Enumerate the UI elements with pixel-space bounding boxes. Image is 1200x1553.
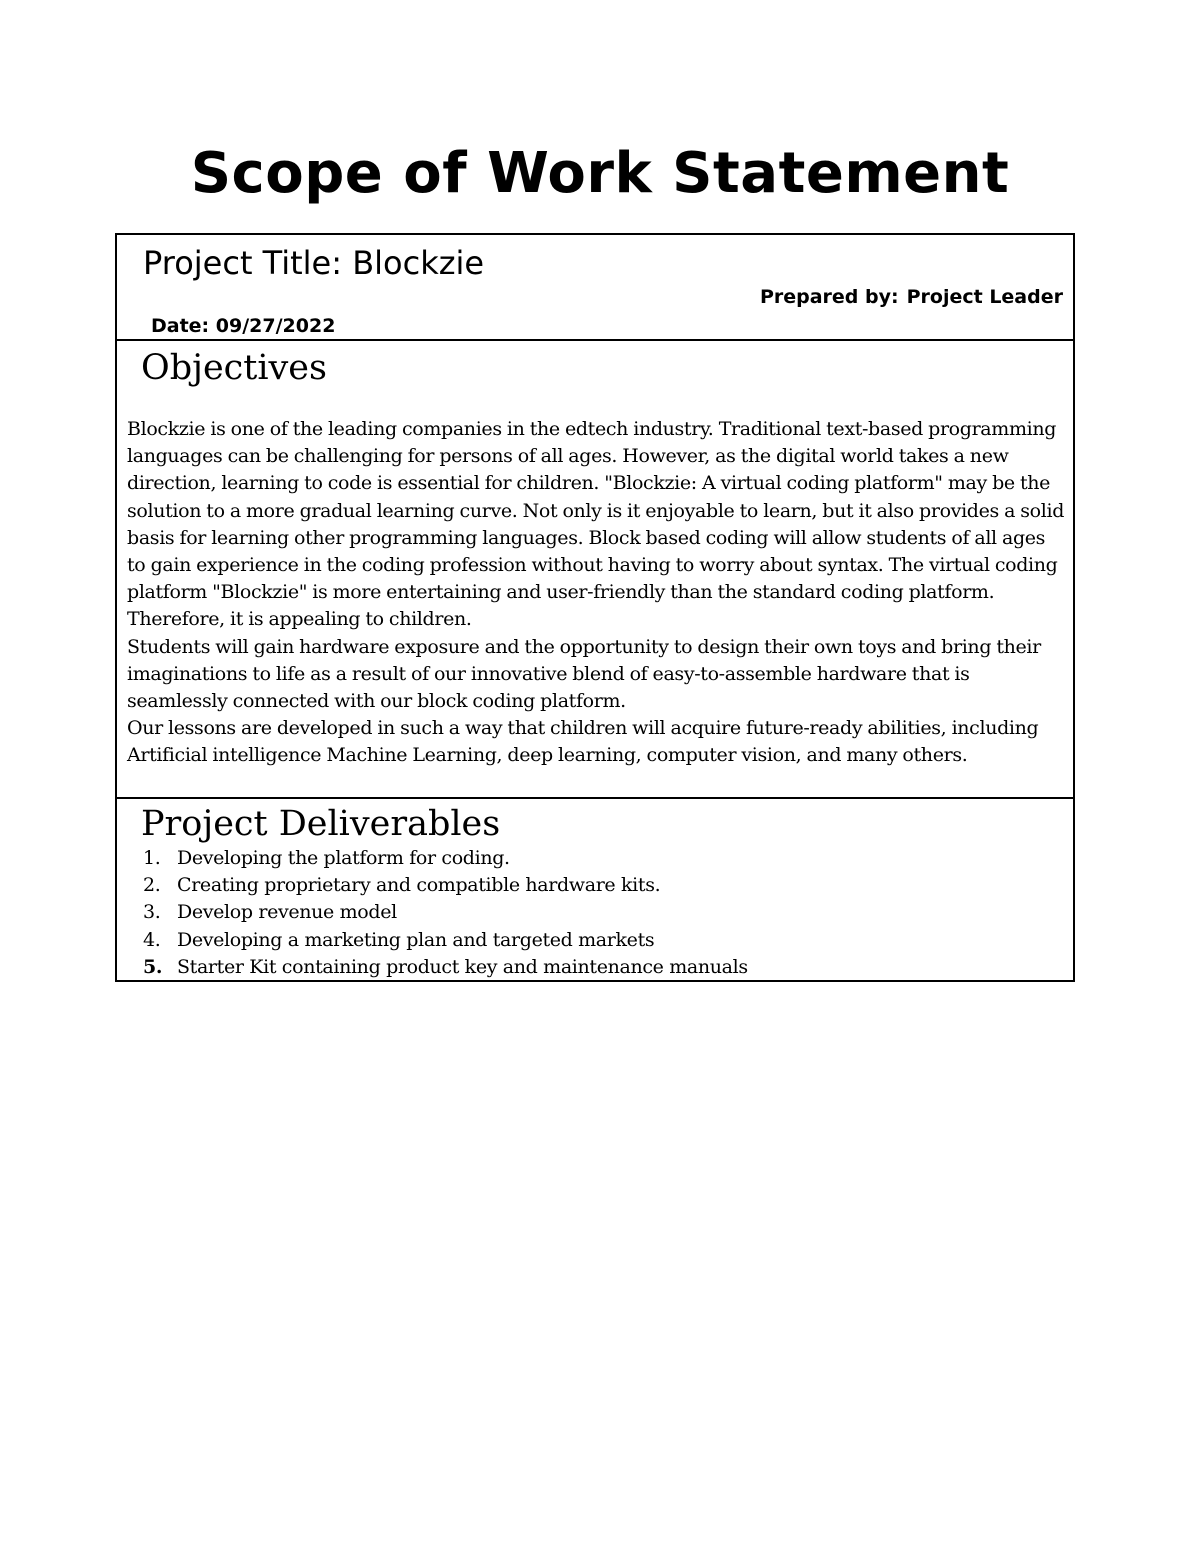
list-item [143, 927, 748, 954]
list-item [143, 899, 748, 926]
project-header-section [117, 235, 1073, 341]
list-item-number: 4. [143, 928, 161, 951]
prepared-by-value: Project Leader [906, 286, 1063, 308]
deliverables-list [143, 845, 748, 981]
list-item [143, 954, 748, 981]
deliverables-section [117, 799, 1073, 980]
list-item [143, 872, 748, 899]
prepared-by [760, 283, 1063, 311]
objectives-paragraph: Our lessons are developed in such a way that children will acquire future-ready abilities, including Artificial intelligence Machine Learning, deep learning, computer vision, and many others. [127, 717, 1039, 767]
prepared-by-label: Prepared by: [759, 286, 899, 308]
scope-of-work-table [115, 233, 1075, 982]
list-item-number: 2. [143, 874, 161, 897]
objectives-heading: Objectives [141, 348, 327, 388]
objectives-body [127, 416, 1067, 770]
objectives-paragraph: Students will gain hardware exposure and the opportunity to design their own toys and bring their imaginations to life as a result of our innovative blend of easy-to-assemble hardware that is seamlessly connected with our block coding platform. [127, 635, 1041, 713]
project-title: Project Title: Blockzie [143, 244, 485, 282]
list-item-text: Developing a marketing plan and targeted markets [177, 928, 655, 951]
objectives-section [117, 341, 1073, 799]
list-item-text: Creating proprietary and compatible hardware kits. [177, 874, 661, 897]
list-item-number: 1. [143, 847, 161, 869]
list-item-text: Develop revenue model [177, 901, 397, 924]
project-date: Date: 09/27/2022 [151, 315, 336, 337]
document-title: Scope of Work Statement [190, 141, 1010, 206]
list-item [143, 845, 748, 872]
list-item-text: Starter Kit containing product key and maintenance manuals [177, 955, 748, 978]
list-item-text: Developing the platform for coding. [177, 847, 510, 869]
objectives-paragraph: Blockzie is one of the leading companies in the edtech industry. Traditional text-based programming languages can be challenging for persons of all ages. However, as the digital world takes a new direction, learning to code is essential for children. "Blockzie: A virtual coding platform" may be the solution to a more gradual learning curve. Not only is it enjoyable to learn, but it also provides a solid basis for learning other programming languages. Block based coding will allow students of all ages to gain experience in the coding profession without having to worry about syntax. The virtual coding platform "Blockzie" is more entertaining and user-friendly than the standard coding platform. Therefore, it is appealing to children. [127, 418, 1065, 631]
deliverables-heading: Project Deliverables [141, 804, 501, 844]
list-item-number: 5. [143, 955, 163, 978]
list-item-number: 3. [143, 901, 161, 924]
